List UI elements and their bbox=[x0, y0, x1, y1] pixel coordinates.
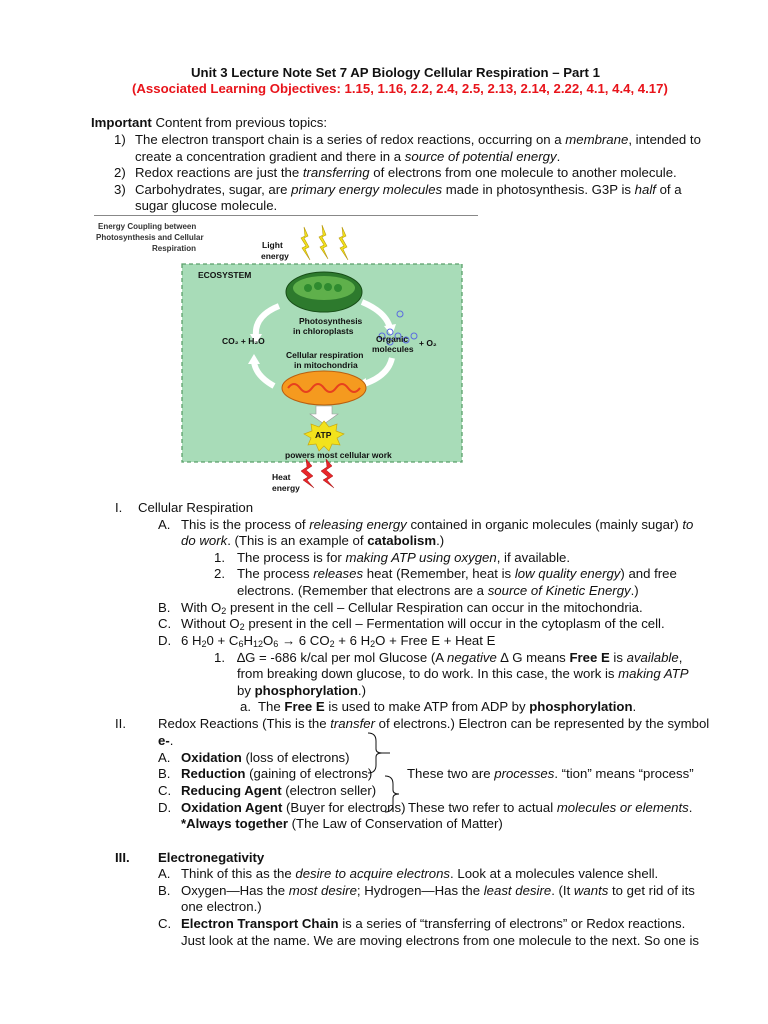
respiration-label-2: in mitochondria bbox=[294, 360, 358, 370]
important-intro: Important Content from previous topics: bbox=[91, 115, 327, 130]
s1-B-letter: B. bbox=[158, 600, 171, 615]
heat-bolts-icon bbox=[301, 459, 334, 488]
caption-line-1: Energy Coupling between bbox=[98, 222, 197, 231]
brace-molecules-icon bbox=[383, 774, 407, 814]
s1-D1-text: ∆G = -686 k/cal per mol Glucose (A negative ∆ G means Free E is available, bbox=[237, 650, 683, 665]
powers-label: powers most cellular work bbox=[285, 450, 392, 460]
s2-A-letter: A. bbox=[158, 750, 171, 765]
s1-A1-text: The process is for making ATP using oxygen, if available. bbox=[237, 550, 571, 565]
photosynthesis-label: Photosynthesis bbox=[299, 316, 363, 326]
o2-label: + O₂ bbox=[419, 338, 437, 348]
s1-D1-num: 1. bbox=[214, 650, 225, 665]
s1-D1-text-3: by phosphorylation.) bbox=[237, 683, 366, 698]
s1-A-line2: do work. (This is an example of catabolism.) bbox=[181, 533, 445, 548]
s1-D-equation: 6 $H_20 + C_6H_{12}O_6 \to 6$ $CO_2 + 6$ $H_2O$ + Free E + Heat E bbox=[181, 633, 496, 649]
s2-C-letter: C. bbox=[158, 783, 172, 798]
ecosystem-label: ECOSYSTEM bbox=[198, 270, 252, 280]
s3-num: III. bbox=[115, 850, 130, 865]
important-item-2: 2) bbox=[114, 165, 126, 180]
organic-label-2: molecules bbox=[372, 344, 414, 354]
photosynthesis-label-2: in chloroplasts bbox=[293, 326, 354, 336]
important-item-3-text: Carbohydrates, sugar, are primary energy molecules made in photosynthesis. G3P is half of a bbox=[135, 182, 682, 197]
organic-label: Organic bbox=[376, 334, 409, 344]
s3-C-letter: C. bbox=[158, 916, 172, 931]
light-bolts-icon bbox=[301, 225, 348, 260]
s2-A-text: Oxidation (loss of electrons) bbox=[181, 750, 350, 765]
s1-num: I. bbox=[115, 500, 123, 515]
s2-B-letter: B. bbox=[158, 766, 171, 781]
light-label: Light bbox=[262, 240, 283, 250]
s3-C-text-2: Just look at the name. We are moving electrons from one molecule to the next. So one is bbox=[181, 933, 700, 948]
s2-num: II. bbox=[115, 716, 126, 731]
s2-D-letter: D. bbox=[158, 800, 172, 815]
respiration-label: Cellular respiration bbox=[286, 350, 364, 360]
s3-title: Electronegativity bbox=[158, 850, 265, 865]
caption-line-3: Respiration bbox=[152, 244, 197, 253]
s1-title: Cellular Respiration bbox=[138, 500, 254, 515]
divider bbox=[94, 215, 478, 216]
s3-B-letter: B. bbox=[158, 883, 171, 898]
heat-label: Heat bbox=[272, 472, 291, 482]
s1-A2-num: 2. bbox=[214, 566, 225, 581]
s2-D-text: Oxidation Agent (Buyer for electrons) bbox=[181, 800, 406, 815]
important-item-3: 3) bbox=[114, 182, 126, 197]
important-item-1-text-2: create a concentration gradient and there in a source of potential energy. bbox=[135, 149, 561, 164]
s1-A2-text: The process releases heat (Remember, heat is low quality energy) and free bbox=[237, 566, 677, 581]
s3-B-text: Oxygen—Has the most desire; Hydrogen—Has the least desire. (It wants to get rid of its bbox=[181, 883, 695, 898]
s3-B-text-2: one electron.) bbox=[181, 899, 262, 914]
co2-label: CO₂ + H₂O bbox=[222, 336, 265, 346]
brace-processes-icon bbox=[366, 731, 392, 775]
s1-D1a-text: The Free E is used to make ATP from ADP by phosphorylation. bbox=[258, 699, 637, 714]
important-item-1-text: The electron transport chain is a series of redox reactions, occurring on a membrane, intended to bbox=[135, 132, 701, 147]
s2-line2: e-. bbox=[158, 733, 174, 748]
s2-C-text: Reducing Agent (electron seller) bbox=[181, 783, 377, 798]
s1-A1-num: 1. bbox=[214, 550, 225, 565]
s1-C-text: Without $O_2$ present in the cell – Fermentation will occur in the cytoplasm of the cell. bbox=[181, 616, 665, 632]
doc-title: Unit 3 Lecture Note Set 7 AP Biology Cellular Respiration – Part 1 bbox=[191, 65, 600, 80]
s1-B-text: With $O_2$ present in the cell – Cellular Respiration can occur in the mitochondria. bbox=[181, 600, 643, 616]
s1-A-line1: This is the process of releasing energy contained in organic molecules (mainly sugar) to bbox=[181, 517, 694, 532]
important-item-2-text: Redox reactions are just the transferring of electrons from one molecule to another molecule. bbox=[135, 165, 677, 180]
s1-D-letter: D. bbox=[158, 633, 172, 648]
s2-note-processes: These two are processes. “tion” means “process” bbox=[407, 766, 694, 781]
atp-label: ATP bbox=[315, 430, 332, 440]
s1-A-letter: A. bbox=[158, 517, 171, 532]
s2-always: *Always together (The Law of Conservation of Matter) bbox=[181, 816, 503, 831]
s2-line1: Redox Reactions (This is the transfer of electrons.) Electron can be represented by the symbol bbox=[158, 716, 710, 731]
light-label-2: energy bbox=[261, 251, 289, 261]
s2-B-text: Reduction (gaining of electrons) bbox=[181, 766, 373, 781]
s1-C-letter: C. bbox=[158, 616, 172, 631]
energy-coupling-diagram bbox=[94, 218, 484, 500]
important-item-3-text-2: sugar glucose molecule. bbox=[135, 198, 278, 213]
s1-A2-text-2: electrons. (Remember that electrons are a source of Kinetic Energy.) bbox=[237, 583, 639, 598]
s3-A-letter: A. bbox=[158, 866, 171, 881]
s1-D1a-letter: a. bbox=[240, 699, 251, 714]
s1-D1-text-2: from breaking down glucose, to do work. In this case, the work is making ATP bbox=[237, 666, 689, 681]
s3-A-text: Think of this as the desire to acquire electrons. Look at a molecules valence shell. bbox=[181, 866, 659, 881]
caption-line-2: Photosynthesis and Cellular bbox=[96, 233, 204, 242]
heat-label-2: energy bbox=[272, 483, 300, 493]
important-item-1: 1) bbox=[114, 132, 126, 147]
learning-objectives: (Associated Learning Objectives: 1.15, 1.16, 2.2, 2.4, 2.5, 2.13, 2.14, 2.22, 4.1, 4.4, 4.17) bbox=[132, 81, 668, 96]
s3-C-text: Electron Transport Chain is a series of “transferring of electrons” or Redox reactions. bbox=[181, 916, 686, 931]
s2-note-molecules: These two refer to actual molecules or elements. bbox=[408, 800, 693, 815]
